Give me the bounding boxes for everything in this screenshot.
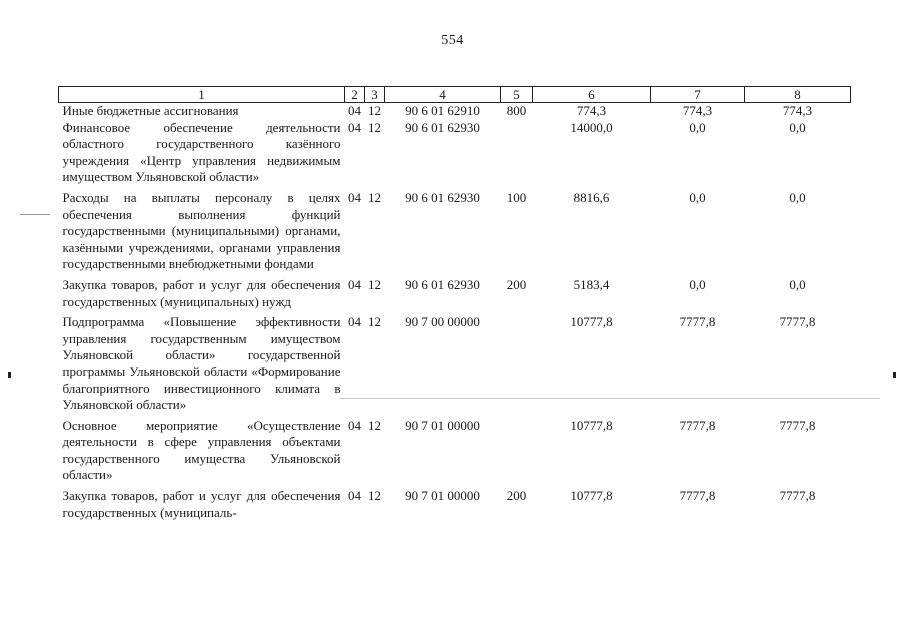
row-expense-type <box>501 414 533 484</box>
row-section: 04 <box>348 417 361 433</box>
col-header-5: 5 <box>501 87 533 103</box>
row-value-3: 774,3 <box>782 103 813 118</box>
row-section: 04 <box>348 314 361 330</box>
row-value-2: 7777,8 <box>679 314 716 330</box>
col-header-7: 7 <box>651 87 745 103</box>
row-expense-type: 200 <box>506 276 527 292</box>
row-target-code: 90 6 01 62930 <box>405 276 480 292</box>
row-section: 04 <box>348 189 361 205</box>
row-target-code: 90 6 01 62930 <box>405 119 480 135</box>
row-name: Финансовое обеспечение деятельности областного государственного казённого учреждения «Центр управления недвижимым имуществом Ульяновской области» <box>62 119 341 185</box>
page-number: 554 <box>441 33 464 48</box>
row-value-2: 0,0 <box>689 119 706 135</box>
table-row <box>59 120 851 186</box>
row-value-1: 10777,8 <box>570 488 613 504</box>
row-value-2: 0,0 <box>689 189 706 205</box>
col-header-8: 8 <box>745 87 851 103</box>
scan-dash-line <box>340 398 880 399</box>
row-name: Иные бюджетные ассигнования <box>62 103 239 118</box>
row-value-3: 7777,8 <box>779 314 816 330</box>
row-value-3: 0,0 <box>789 189 806 205</box>
row-subsection: 12 <box>368 314 381 330</box>
table-row <box>59 186 851 273</box>
row-subsection: 12 <box>368 488 381 504</box>
row-target-code: 90 6 01 62930 <box>405 189 480 205</box>
table-row <box>59 103 851 120</box>
col-header-3: 3 <box>365 87 385 103</box>
col-header-4: 4 <box>385 87 501 103</box>
row-value-2: 7777,8 <box>679 417 716 433</box>
row-section: 04 <box>348 119 361 135</box>
row-section: 04 <box>348 103 361 118</box>
row-value-1: 5183,4 <box>573 276 610 292</box>
table-row <box>59 414 851 484</box>
row-section: 04 <box>348 488 361 504</box>
row-name: Подпрограмма «Повышение эффективности управления государственным имуществом Ульяновской области» государственной программы Ульяновской области «Формирование благоприятного инвестиционного климата в Ульяновской области» <box>62 314 341 413</box>
row-value-2: 0,0 <box>689 276 706 292</box>
row-subsection: 12 <box>368 189 381 205</box>
row-name: Расходы на выплаты персоналу в целях обеспечения выполнения функций государственными (муниципальными) органами, казёнными учреждениями, органами управления государственными внебюджетными фондами <box>62 189 341 272</box>
row-subsection: 12 <box>368 276 381 292</box>
row-expense-type: 200 <box>506 488 527 504</box>
row-subsection: 12 <box>368 119 381 135</box>
row-value-1: 10777,8 <box>570 417 613 433</box>
row-target-code: 90 6 01 62910 <box>405 103 480 118</box>
scan-dash-line <box>20 214 50 215</box>
table-row <box>59 273 851 310</box>
header-row <box>59 87 851 103</box>
row-value-1: 8816,6 <box>573 189 610 205</box>
row-value-1: 10777,8 <box>570 314 613 330</box>
row-subsection: 12 <box>368 103 381 118</box>
row-value-3: 0,0 <box>789 276 806 292</box>
row-target-code: 90 7 01 00000 <box>405 417 480 433</box>
row-value-3: 0,0 <box>789 119 806 135</box>
table-row <box>59 484 851 521</box>
row-value-1: 14000,0 <box>570 119 613 135</box>
row-name: Закупка товаров, работ и услуг для обеспечения государственных (муниципальных) нужд <box>62 276 341 309</box>
row-value-3: 7777,8 <box>779 488 816 504</box>
row-target-code: 90 7 00 00000 <box>405 314 480 330</box>
row-expense-type: 100 <box>506 189 527 205</box>
row-value-2: 7777,8 <box>679 488 716 504</box>
col-header-2: 2 <box>345 87 365 103</box>
col-header-1: 1 <box>59 87 345 103</box>
row-section: 04 <box>348 276 361 292</box>
scan-edge-mark-left <box>8 372 11 378</box>
row-value-1: 774,3 <box>576 103 607 118</box>
row-subsection: 12 <box>368 417 381 433</box>
budget-table <box>58 86 851 521</box>
row-expense-type: 800 <box>506 103 527 118</box>
col-header-6: 6 <box>533 87 651 103</box>
scan-edge-mark-right <box>893 372 896 378</box>
row-target-code: 90 7 01 00000 <box>405 488 480 504</box>
row-value-2: 774,3 <box>682 103 713 118</box>
row-value-3: 7777,8 <box>779 417 816 433</box>
row-name: Закупка товаров, работ и услуг для обеспечения государственных (муниципаль- <box>62 488 341 520</box>
row-expense-type <box>501 120 533 186</box>
row-name: Основное мероприятие «Осуществление деятельности в сфере управления объектами государственного имущества Ульяновской области» <box>62 417 341 483</box>
